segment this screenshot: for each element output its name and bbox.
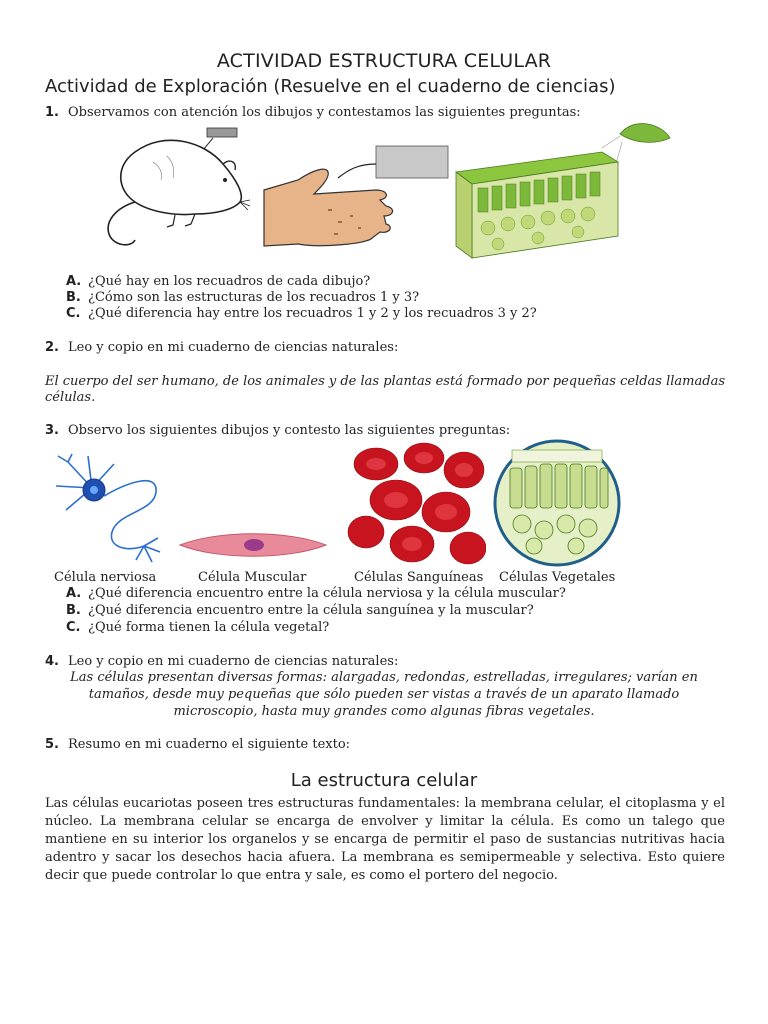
muscle-cell-illustration [178, 528, 328, 562]
q3-text: Observo los siguientes dibujos y contesto las siguientes preguntas: [68, 423, 511, 438]
q5-number: 5. [45, 737, 59, 752]
q1-item-b: B. ¿Cómo son las estructuras de los recuadros 1 y 3? [66, 290, 420, 305]
blood-cells-illustration [346, 440, 486, 568]
section-paragraph: Las células eucariotas poseen tres estructuras fundamentales: la membrana celular, el citoplasma y el núcleo. La membrana celular se encarga de envolver y limitar la célula. Es como un talego que mantiene en su interior los organelos y se encarga de permitir el paso de sustancias nutritivas hacia adentro y sacar los desechos hacia afuera. La membrana es semipermeable y selectiva. Esto quiere decir que puede controlar lo que entra y sale, es como el portero del negocio. [45, 796, 725, 883]
caption-plant: Células Vegetales [499, 570, 616, 585]
q4-number: 4. [45, 654, 59, 669]
q1-text: Observamos con atención los dibujos y contestamos las siguientes preguntas: [68, 105, 581, 120]
q2-text: Leo y copio en mi cuaderno de ciencias naturales: [68, 340, 399, 355]
page-subtitle: Actividad de Exploración (Resuelve en el cuaderno de ciencias) [45, 76, 616, 97]
neuron-illustration [48, 452, 173, 567]
q4-quote-line1: Las células presentan diversas formas: alargadas, redondas, estrelladas, irregulares; varían en [70, 670, 698, 685]
q3-item-a: A. ¿Qué diferencia encuentro entre la célula nerviosa y la célula muscular? [66, 586, 566, 601]
q3-number: 3. [45, 423, 59, 438]
caption-neuron: Célula nerviosa [54, 570, 157, 585]
rat-illustration [95, 122, 260, 257]
q5-text: Resumo en mi cuaderno el siguiente texto: [68, 737, 351, 752]
q3-item-c: C. ¿Qué forma tienen la célula vegetal? [66, 620, 330, 635]
q1-item-a: A. ¿Qué hay en los recuadros de cada dibujo? [66, 274, 371, 289]
q4-quote-line3: microscopio, hasta muy grandes como algunas fibras vegetales. [173, 704, 595, 719]
page-title: ACTIVIDAD ESTRUCTURA CELULAR [216, 50, 552, 72]
caption-blood: Células Sanguíneas [354, 570, 484, 585]
leaf-tissue-illustration [452, 118, 672, 268]
q2-quote-line2: células. [45, 390, 96, 405]
q3-item-b: B. ¿Qué diferencia encuentro entre la célula sanguínea y la muscular? [66, 603, 534, 618]
section-heading: La estructura celular [290, 770, 478, 791]
q2-number: 2. [45, 340, 59, 355]
q1-item-c: C. ¿Qué diferencia hay entre los recuadros 1 y 2 y los recuadros 3 y 2? [66, 306, 537, 321]
q2-quote-line1: El cuerpo del ser humano, de los animales y de las plantas está formado por pequeñas celdas llamadas [45, 374, 725, 389]
plant-cells-illustration [492, 438, 622, 568]
q4-quote-line2: tamaños, desde muy pequeñas que sólo pueden ser vistas a través de un aparato llamado [88, 687, 680, 702]
q1-number: 1. [45, 105, 59, 120]
caption-muscle: Célula Muscular [198, 570, 307, 585]
hand-illustration [258, 140, 458, 260]
q4-text: Leo y copio en mi cuaderno de ciencias naturales: [68, 654, 399, 669]
